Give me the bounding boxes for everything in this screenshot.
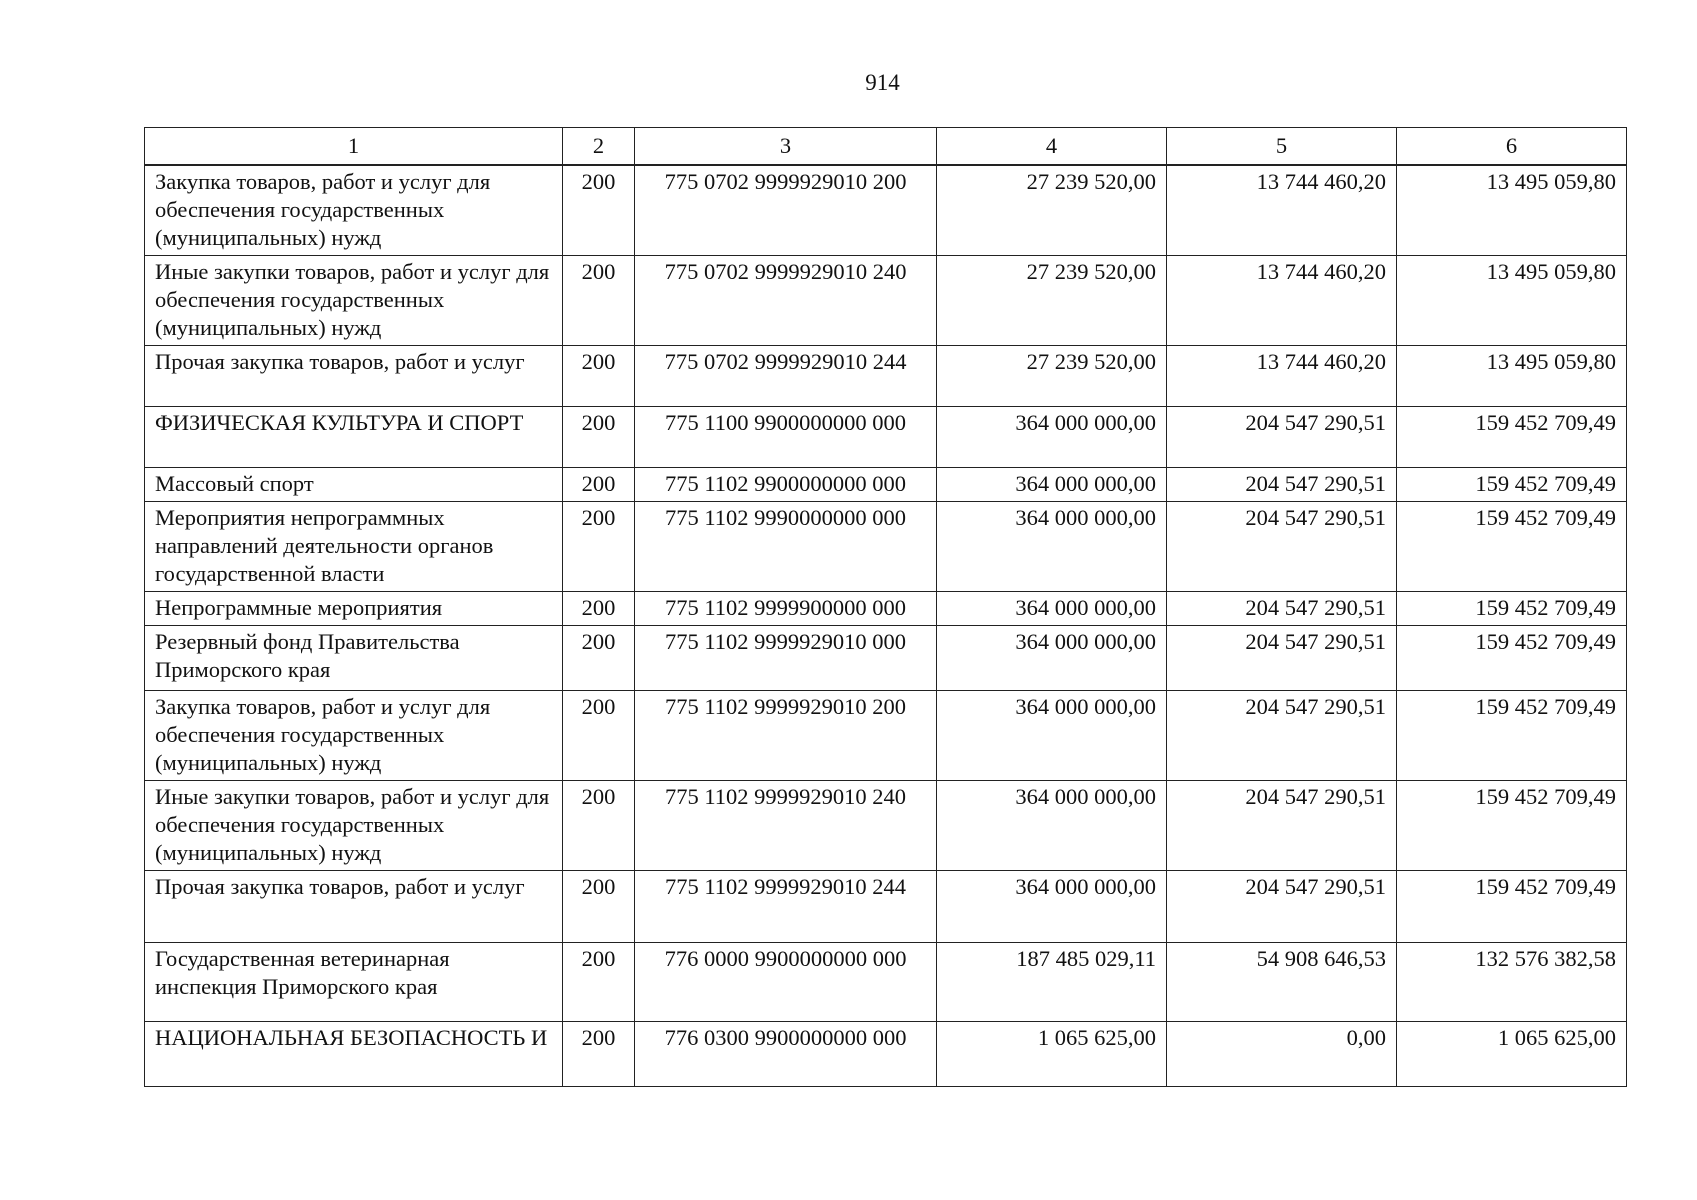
table-row bbox=[145, 781, 1627, 871]
row-section: 200 bbox=[563, 871, 635, 943]
row-plan: 27 239 520,00 bbox=[937, 165, 1167, 256]
row-code: 775 1100 9900000000 000 bbox=[635, 407, 937, 468]
row-executed: 204 547 290,51 bbox=[1167, 592, 1397, 626]
row-section: 200 bbox=[563, 943, 635, 1022]
row-plan: 364 000 000,00 bbox=[937, 626, 1167, 691]
row-name: Массовый спорт bbox=[145, 468, 563, 502]
table-row bbox=[145, 502, 1627, 592]
row-plan: 364 000 000,00 bbox=[937, 407, 1167, 468]
row-name: Закупка товаров, работ и услуг для обеспечения государственных (муниципальных) нужд bbox=[145, 165, 563, 256]
row-name: Прочая закупка товаров, работ и услуг bbox=[145, 871, 563, 943]
row-plan: 364 000 000,00 bbox=[937, 871, 1167, 943]
row-remaining: 159 452 709,49 bbox=[1397, 626, 1627, 691]
budget-table bbox=[144, 127, 1627, 1087]
table-row bbox=[145, 626, 1627, 691]
row-name: Государственная ветеринарная инспекция Приморского края bbox=[145, 943, 563, 1022]
row-section: 200 bbox=[563, 1022, 635, 1087]
row-section: 200 bbox=[563, 502, 635, 592]
table-body bbox=[145, 165, 1627, 1087]
row-code: 775 1102 9900000000 000 bbox=[635, 468, 937, 502]
column-header-1: 1 bbox=[145, 128, 563, 166]
row-name: Мероприятия непрограммных направлений деятельности органов государственной власти bbox=[145, 502, 563, 592]
table-row bbox=[145, 1022, 1627, 1087]
row-plan: 364 000 000,00 bbox=[937, 468, 1167, 502]
row-code: 775 1102 9999929010 200 bbox=[635, 691, 937, 781]
row-remaining: 159 452 709,49 bbox=[1397, 781, 1627, 871]
row-name: ФИЗИЧЕСКАЯ КУЛЬТУРА И СПОРТ bbox=[145, 407, 563, 468]
table-row bbox=[145, 256, 1627, 346]
column-header-6: 6 bbox=[1397, 128, 1627, 166]
row-remaining: 159 452 709,49 bbox=[1397, 691, 1627, 781]
row-executed: 0,00 bbox=[1167, 1022, 1397, 1087]
row-code: 775 1102 9990000000 000 bbox=[635, 502, 937, 592]
row-remaining: 13 495 059,80 bbox=[1397, 165, 1627, 256]
row-section: 200 bbox=[563, 626, 635, 691]
row-plan: 187 485 029,11 bbox=[937, 943, 1167, 1022]
row-code: 775 1102 9999929010 244 bbox=[635, 871, 937, 943]
row-name: Резервный фонд Правительства Приморского края bbox=[145, 626, 563, 691]
row-code: 775 0702 9999929010 240 bbox=[635, 256, 937, 346]
row-code: 775 1102 9999929010 240 bbox=[635, 781, 937, 871]
row-executed: 204 547 290,51 bbox=[1167, 468, 1397, 502]
row-code: 775 1102 9999929010 000 bbox=[635, 626, 937, 691]
row-code: 775 0702 9999929010 200 bbox=[635, 165, 937, 256]
row-remaining: 159 452 709,49 bbox=[1397, 502, 1627, 592]
table-row bbox=[145, 407, 1627, 468]
row-section: 200 bbox=[563, 691, 635, 781]
row-executed: 13 744 460,20 bbox=[1167, 165, 1397, 256]
table-row bbox=[145, 871, 1627, 943]
column-header-4: 4 bbox=[937, 128, 1167, 166]
row-executed: 204 547 290,51 bbox=[1167, 407, 1397, 468]
row-executed: 54 908 646,53 bbox=[1167, 943, 1397, 1022]
row-code: 775 1102 9999900000 000 bbox=[635, 592, 937, 626]
row-remaining: 13 495 059,80 bbox=[1397, 256, 1627, 346]
column-header-2: 2 bbox=[563, 128, 635, 166]
row-executed: 204 547 290,51 bbox=[1167, 871, 1397, 943]
row-plan: 1 065 625,00 bbox=[937, 1022, 1167, 1087]
column-header-3: 3 bbox=[635, 128, 937, 166]
row-plan: 27 239 520,00 bbox=[937, 256, 1167, 346]
row-plan: 27 239 520,00 bbox=[937, 346, 1167, 407]
table-row bbox=[145, 468, 1627, 502]
table-header bbox=[145, 128, 1627, 166]
row-section: 200 bbox=[563, 407, 635, 468]
row-code: 776 0300 9900000000 000 bbox=[635, 1022, 937, 1087]
row-remaining: 159 452 709,49 bbox=[1397, 592, 1627, 626]
row-section: 200 bbox=[563, 781, 635, 871]
row-remaining: 13 495 059,80 bbox=[1397, 346, 1627, 407]
row-remaining: 132 576 382,58 bbox=[1397, 943, 1627, 1022]
row-name: НАЦИОНАЛЬНАЯ БЕЗОПАСНОСТЬ И bbox=[145, 1022, 563, 1087]
header-row bbox=[145, 128, 1627, 166]
row-executed: 204 547 290,51 bbox=[1167, 691, 1397, 781]
row-executed: 204 547 290,51 bbox=[1167, 781, 1397, 871]
row-section: 200 bbox=[563, 165, 635, 256]
column-header-5: 5 bbox=[1167, 128, 1397, 166]
table-row bbox=[145, 691, 1627, 781]
table-row bbox=[145, 346, 1627, 407]
row-plan: 364 000 000,00 bbox=[937, 691, 1167, 781]
row-remaining: 159 452 709,49 bbox=[1397, 871, 1627, 943]
row-plan: 364 000 000,00 bbox=[937, 781, 1167, 871]
row-section: 200 bbox=[563, 592, 635, 626]
row-name: Прочая закупка товаров, работ и услуг bbox=[145, 346, 563, 407]
row-section: 200 bbox=[563, 346, 635, 407]
row-executed: 13 744 460,20 bbox=[1167, 256, 1397, 346]
row-name: Иные закупки товаров, работ и услуг для обеспечения государственных (муниципальных) нужд bbox=[145, 256, 563, 346]
table-row bbox=[145, 592, 1627, 626]
row-name: Иные закупки товаров, работ и услуг для обеспечения государственных (муниципальных) нужд bbox=[145, 781, 563, 871]
row-section: 200 bbox=[563, 256, 635, 346]
row-name: Закупка товаров, работ и услуг для обеспечения государственных (муниципальных) нужд bbox=[145, 691, 563, 781]
row-plan: 364 000 000,00 bbox=[937, 502, 1167, 592]
table-row bbox=[145, 943, 1627, 1022]
row-executed: 13 744 460,20 bbox=[1167, 346, 1397, 407]
row-executed: 204 547 290,51 bbox=[1167, 502, 1397, 592]
row-remaining: 159 452 709,49 bbox=[1397, 468, 1627, 502]
table-row bbox=[145, 165, 1627, 256]
row-name: Непрограммные мероприятия bbox=[145, 592, 563, 626]
row-code: 775 0702 9999929010 244 bbox=[635, 346, 937, 407]
page-number: 914 bbox=[865, 70, 900, 95]
row-code: 776 0000 9900000000 000 bbox=[635, 943, 937, 1022]
row-plan: 364 000 000,00 bbox=[937, 592, 1167, 626]
row-remaining: 1 065 625,00 bbox=[1397, 1022, 1627, 1087]
row-remaining: 159 452 709,49 bbox=[1397, 407, 1627, 468]
row-section: 200 bbox=[563, 468, 635, 502]
row-executed: 204 547 290,51 bbox=[1167, 626, 1397, 691]
